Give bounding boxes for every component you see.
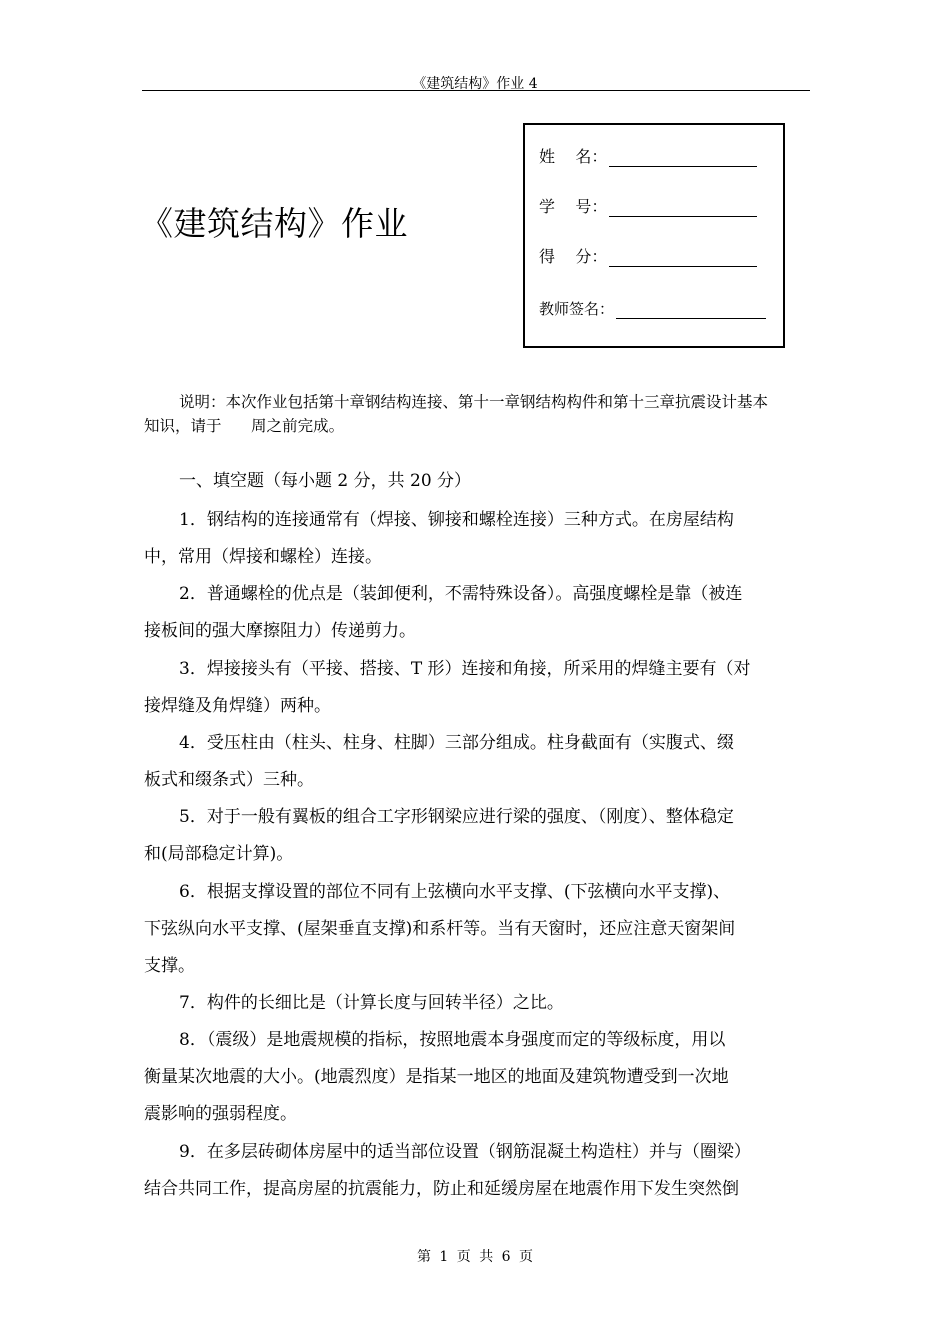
assignment-note: [144, 390, 810, 438]
student-id-label: 学 号：: [539, 197, 608, 216]
student-id-field[interactable]: [609, 202, 757, 217]
name-label: 姓 名：: [539, 147, 608, 166]
page-footer: 第 1 页 共 6 页: [416, 1249, 534, 1265]
name-row: [539, 147, 757, 167]
running-header: 《建筑结构》作业 4: [412, 76, 538, 92]
section-heading: 一、填空题（每小题 2 分，共 20 分）: [179, 471, 472, 491]
question-5: 5．对于一般有翼板的组合工字形钢梁应进行梁的强度、（刚度）、整体稳定 和(局部稳定计算)。: [144, 807, 734, 864]
score-label: 得 分：: [539, 247, 608, 266]
question-1: 1．钢结构的连接通常有（焊接、铆接和螺栓连接）三种方式。在房屋结构 中，常用（焊接和螺栓）连接。: [144, 510, 734, 567]
question-3: 3．焊接接头有（平接、搭接、T 形）连接和角接，所采用的焊缝主要有（对 接焊缝及角焊缝）两种。: [144, 659, 751, 716]
teacher-signature-label: 教师签名：: [539, 300, 615, 318]
student-id-row: [539, 197, 757, 217]
question-2: 2．普通螺栓的优点是（装卸便利，不需特殊设备）。高强度螺栓是靠（被连 接板间的强大摩擦阻力）传递剪力。: [144, 584, 743, 641]
header-rule: [142, 90, 810, 91]
question-6: 6．根据支撑设置的部位不同有上弦横向水平支撑、(下弦横向水平支撑)、 下弦纵向水平支撑、(屋架垂直支撑)和系杆等。当有天窗时，还应注意天窗架间 支撑。: [144, 882, 736, 976]
note-line-1: 说明：本次作业包括第十章钢结构连接、第十一章钢结构构件和第十三章抗震设计基本: [179, 393, 769, 411]
question-7: 7．构件的长细比是（计算长度与回转半径）之比。: [179, 993, 564, 1013]
student-info-box: [523, 123, 785, 348]
question-4: 4．受压柱由（柱头、柱身、柱脚）三部分组成。柱身截面有（实腹式、缀 板式和缀条式）三种。: [144, 733, 734, 790]
score-row: [539, 247, 757, 267]
teacher-signature-field[interactable]: [616, 304, 766, 319]
name-field[interactable]: [609, 152, 757, 167]
question-8: 8．（震级）是地震规模的指标，按照地震本身强度而定的等级标度，用以 衡量某次地震的大小。(地震烈度）是指某一地区的地面及建筑物遭受到一次地 震影响的强弱程度。: [144, 1030, 729, 1124]
question-9: 9．在多层砖砌体房屋中的适当部位设置（钢筋混凝土构造柱）并与（圈梁） 结合共同工作，提高房屋的抗震能力，防止和延缓房屋在地震作用下发生突然倒: [144, 1142, 751, 1199]
score-field[interactable]: [609, 252, 757, 267]
teacher-signature-row: [539, 299, 766, 319]
document-title: 《建筑结构》作业: [140, 204, 408, 243]
note-line-2: 知识，请于 周之前完成。: [144, 417, 345, 435]
